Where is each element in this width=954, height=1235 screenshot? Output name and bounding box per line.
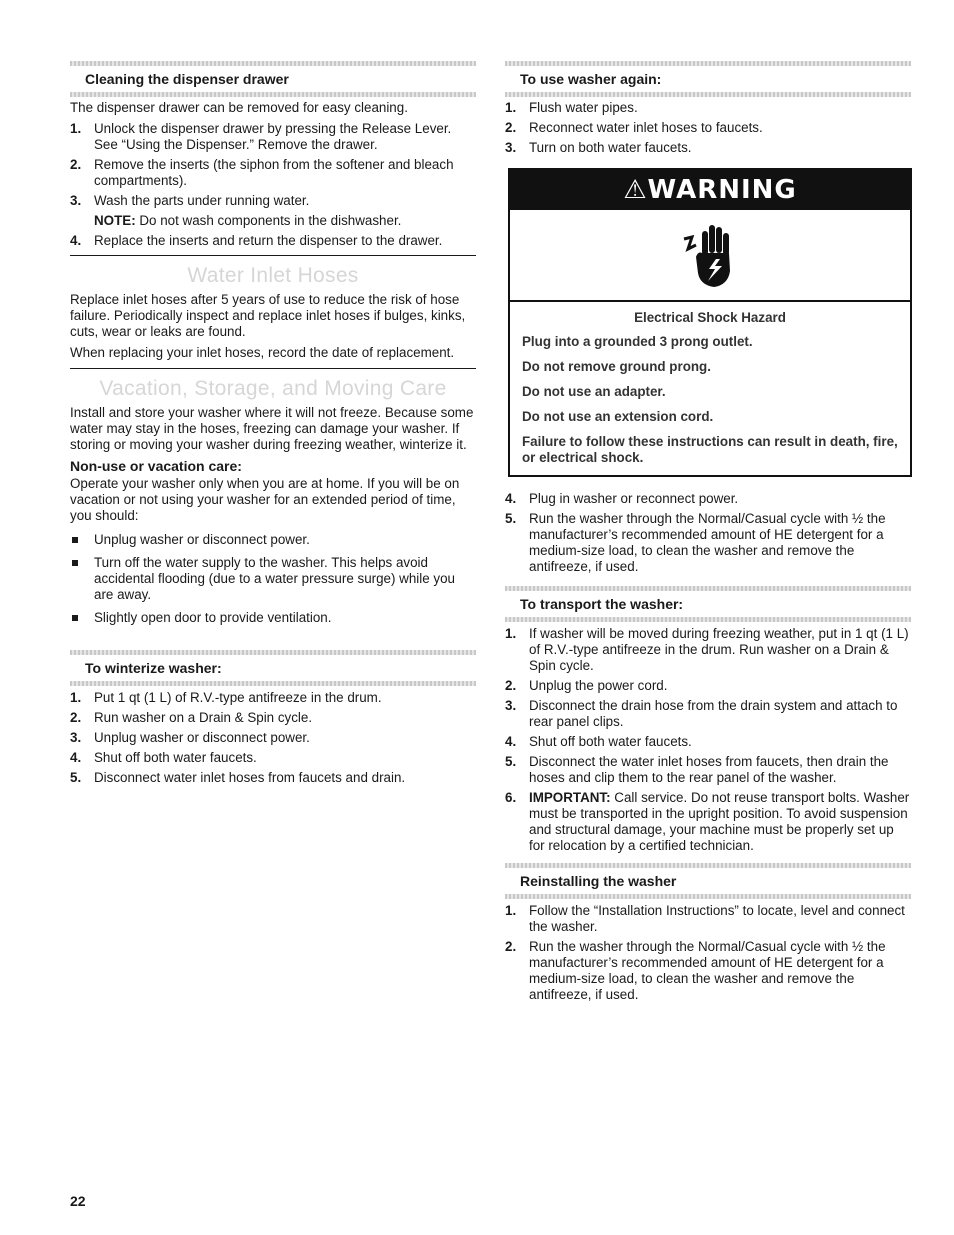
list-item: 3. Unplug washer or disconnect power. [70, 730, 310, 745]
list-item: Turn off the water supply to the washer. This helps avoid accidental flooding (due to a water pressure surge) while you are away. [70, 555, 476, 603]
divider [70, 368, 476, 369]
cleaning-heading: Cleaning the dispenser drawer [70, 68, 476, 90]
list-item: 5. Run the washer through the Normal/Casual cycle with ½ the manufacturer’s recommended amount of HE detergent for a medium-size load, to clean the washer and remove the antifreeze, if used. [505, 511, 886, 574]
winterize-heading: To winterize washer: [70, 657, 476, 679]
vacation-paragraph: Install and store your washer where it will not freeze. Because some water may stay in the hoses, freezing can damage your washer. If storing or moving your washer during freezing weather, winterize it. [70, 405, 474, 452]
warning-icon-area [510, 210, 910, 302]
warning-line: Do not use an extension cord. [522, 409, 714, 424]
bullet-icon [72, 537, 78, 543]
bullet-icon [72, 560, 78, 566]
list-item: 6. IMPORTANT: Call service. Do not reuse transport bolts. Washer must be transported in the upright position. To avoid suspension and structural damage, your machine must be properly set up for relocation by a certified technician. [505, 790, 910, 853]
list-item: 2. Reconnect water inlet hoses to faucets. [505, 120, 763, 135]
electrical-shock-hand-icon [682, 221, 738, 289]
section-title-water-inlet-hoses: Water Inlet Hoses [187, 264, 359, 287]
list-item: 2. Unplug the power cord. [505, 678, 668, 693]
cleaning-steps [70, 121, 476, 249]
list-item: 4. Replace the inserts and return the dispenser to the drawer. [70, 233, 443, 248]
list-item: 1. Unlock the dispenser drawer by pressing the Release Lever. See “Using the Dispenser.” Remove the drawer. [70, 121, 452, 152]
reinstall-steps [505, 903, 911, 1003]
list-item: 3. Turn on both water faucets. [505, 140, 692, 155]
list-item: 4. Plug in washer or reconnect power. [505, 491, 739, 506]
list-item: 4. Shut off both water faucets. [70, 750, 257, 765]
list-item: 1. Flush water pipes. [505, 100, 638, 115]
bullet-icon [72, 615, 78, 621]
list-item: 5. Disconnect the water inlet hoses from faucets, then drain the hoses and clip them to the rear panel of the washer. [505, 754, 889, 785]
list-item: 1. If washer will be moved during freezing weather, put in 1 qt (1 L) of R.V.-type antifreeze in the drum. Run washer on a Drain & Spin cycle. [505, 626, 909, 673]
transport-steps [505, 626, 911, 854]
list-item: Slightly open door to provide ventilation. [70, 610, 476, 626]
reinstall-heading: Reinstalling the washer [505, 870, 911, 892]
warning-line: Failure to follow these instructions can result in death, fire, or electrical shock. [522, 434, 898, 465]
list-item: 4. Shut off both water faucets. [505, 734, 692, 749]
list-item: 2. Remove the inserts (the siphon from the softener and bleach compartments). [70, 157, 454, 188]
list-item: 2. Run washer on a Drain & Spin cycle. [70, 710, 313, 725]
warning-line: Do not use an adapter. [522, 384, 666, 399]
warning-text [510, 302, 910, 466]
note: NOTE: Do not wash components in the dishwasher. [94, 213, 402, 228]
inlet-hoses-paragraph-2: When replacing your inlet hoses, record the date of replacement. [70, 345, 455, 360]
transport-heading: To transport the washer: [505, 593, 911, 615]
use-again-heading: To use washer again: [505, 68, 911, 90]
cleaning-intro: The dispenser drawer can be removed for easy cleaning. [70, 100, 408, 115]
divider [70, 255, 476, 256]
nonuse-bullets [70, 532, 476, 626]
nonuse-intro: Operate your washer only when you are at home. If you will be on vacation or not using your washer for an extended period of time, you should: [70, 476, 460, 523]
inlet-hoses-paragraph-1: Replace inlet hoses after 5 years of use to reduce the risk of hose failure. Periodically inspect and replace inlet hoses if bulges, kinks, cuts, wear or leaks are found. [70, 292, 466, 339]
list-item: Unplug washer or disconnect power. [70, 532, 476, 548]
list-item: 3. Disconnect the drain hose from the drain system and attach to rear panel clips. [505, 698, 898, 729]
list-item: 5. Disconnect water inlet hoses from faucets and drain. [70, 770, 406, 785]
list-item: 1. Put 1 qt (1 L) of R.V.-type antifreeze in the drum. [70, 690, 382, 705]
list-item: 1. Follow the “Installation Instructions” to locate, level and connect the washer. [505, 903, 905, 934]
use-again-steps-continued [505, 491, 911, 575]
winterize-steps [70, 690, 476, 786]
list-item: 3. Wash the parts under running water. [70, 193, 310, 208]
warning-line: Do not remove ground prong. [522, 359, 711, 374]
warning-title: Electrical Shock Hazard [634, 310, 786, 325]
use-again-steps [505, 100, 911, 156]
warning-line: Plug into a grounded 3 prong outlet. [522, 334, 753, 349]
warning-box [508, 168, 912, 477]
warning-header: ⚠WARNING [510, 170, 910, 210]
list-item: 2. Run the washer through the Normal/Casual cycle with ½ the manufacturer’s recommended amount of HE detergent for a medium-size load, to clean the washer and remove the antifreeze, if used. [505, 939, 886, 1002]
nonuse-heading: Non-use or vacation care: [70, 458, 242, 474]
section-title-vacation: Vacation, Storage, and Moving Care [99, 377, 447, 400]
page-number: 22 [70, 1193, 86, 1209]
